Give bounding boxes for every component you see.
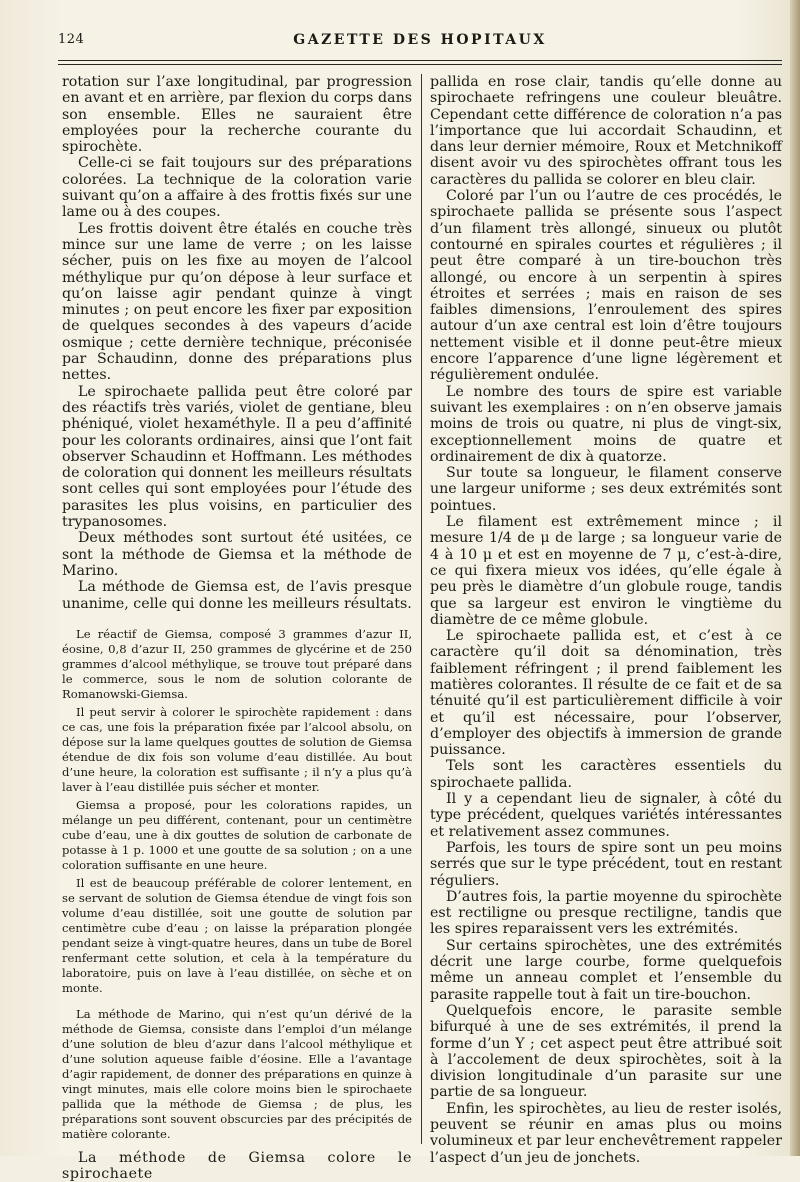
- paragraph: Le nombre des tours de spire est variable suivant les exemplaires : on n’en observe jamais moins de trois ou quatre, ni plus de vingt-six, exceptionnellement moins de quatre et ordinairement de dix à quatorze.: [430, 383, 782, 465]
- journal-title: GAZETTE DES HOPITAUX: [293, 32, 547, 48]
- paragraph: Le spirochaete pallida est, et c’est à ce caractère qu’il doit sa dénomination, très faiblement réfringent ; il prend faiblement les matières colorantes. Il résulte de ce fait et de sa ténuité qu’il est particulièrement difficile à voir et qu’il est nécessaire, pour l’observer, d’employer des objectifs à immersion de grande puissance.: [430, 628, 782, 759]
- paragraph: Les frottis doivent être étalés en couche très mince sur une lame de verre ; on les laisse sécher, puis on les fixe au moyen de l’alcool méthylique pur qu’on dépose à leur surface et qu’on laisse agir pendant quinze à vingt minutes ; on peut encore les fixer par exposition de quelques secondes à des vapeurs d’acide osmique ; cette dernière technique, préconisée par Schaudinn, donne des préparations plus nettes.: [62, 220, 412, 384]
- small-paragraph: Il est de beaucoup préférable de colorer lentement, en se servant de solution de Giemsa étendue de vingt fois son volume d’eau distillée, soit une goutte de solution par centimètre cube d’eau ; on laisse la préparation plongée pendant seize à vingt-quatre heures, dans un tube de Borel renfermant cette solution, et cela à la température du laboratoire, puis on lave à l’eau distillée, on sèche et on monte.: [62, 875, 412, 995]
- right-column: [430, 74, 782, 1166]
- page-number: 124: [58, 32, 85, 47]
- paragraph: Le filament est extrêmement mince ; il mesure 1/4 de μ de large ; sa longueur varie de 4 à 10 μ et est en moyenne de 7 μ, c’est-à-dire, ce qui fixera mieux vos idées, qu’elle égale à peu près le diamètre d’un globule rouge, tandis que sa largeur est environ le vingtième du diamètre de ce même globule.: [430, 514, 782, 628]
- paragraph: Enfin, les spirochètes, au lieu de rester isolés, peuvent se réunir en amas plus ou moins volumineux et par leur enchevêtrement rappeler l’aspect d’un jeu de jonchets.: [430, 1100, 782, 1166]
- paragraph: La méthode de Giemsa colore le spirochaete: [62, 1149, 412, 1182]
- paragraph: Il y a cependant lieu de signaler, à côté du type précédent, quelques variétés intéressantes et relativement assez communes.: [430, 791, 782, 840]
- paragraph: La méthode de Giemsa est, de l’avis presque unanime, celle qui donne les meilleurs résultats.: [62, 579, 412, 612]
- page-edge-shadow: [790, 0, 800, 1156]
- paragraph: Parfois, les tours de spire sont un peu moins serrés que sur le type précédent, tout en restant réguliers.: [430, 839, 782, 889]
- small-paragraph: Il peut servir à colorer le spirochète rapidement : dans ce cas, une fois la préparation fixée par l’alcool absolu, on dépose sur la lame quelques gouttes de solution de Giemsa étendue de dix fois son volume d’eau distillée. Au bout d’une heure, la coloration est suffisante ; il n’y a plus qu’à laver à l’eau distillée puis sécher et monter.: [62, 704, 412, 794]
- paragraph: Quelquefois encore, le parasite semble bifurqué à une de ses extrémités, il prend la forme d’un Y ; cet aspect peut être attribué soit à l’accolement de deux spirochètes, soit à la division longitudinale d’un parasite sur une partie de sa longueur.: [430, 1002, 782, 1101]
- paragraph: Le spirochaete pallida peut être coloré par des réactifs très variés, violet de gentiane, bleu phéniqué, violet hexaméthyle. Il a peu d’affinité pour les colorants ordinaires, ainsi que l’ont fait observer Schaudinn et Hoffmann. Les méthodes de coloration qui donnent les meilleurs résultats sont celles qui sont employées pour l’étude des parasites les plus voisins, en particulier des trypanosomes.: [62, 383, 412, 531]
- paragraph: rotation sur l’axe longitudinal, par progression en avant et en arrière, par flexion du corps dans son ensemble. Elles ne sauraient être employées pour la recherche courante du spirochète.: [62, 74, 412, 156]
- paragraph: Celle-ci se fait toujours sur des préparations colorées. La technique de la coloration varie suivant qu’on a affaire à des frottis fixés sur une lame ou à des coupes.: [62, 155, 412, 221]
- small-paragraph: La méthode de Marino, qui n’est qu’un dérivé de la méthode de Giemsa, consiste dans l’emploi d’un mélange d’une solution de bleu d’azur dans l’alcool méthylique et d’une solution aqueuse faible d’éosine. Elle a l’avantage d’agir rapidement, de donner des préparations en quinze à vingt minutes, mais elle colore moins bien le spirochaete pallida que la méthode de Giemsa ; de plus, les préparations sont souvent obscurcies par des précipités de matière colorante.: [62, 1006, 412, 1141]
- page-header: [58, 32, 782, 54]
- paragraph: Sur certains spirochètes, une des extrémités décrit une large courbe, forme quelquefois même un anneau complet et l’ensemble du parasite rappelle tout à fait un tire-bouchon.: [430, 937, 782, 1003]
- paragraph: pallida en rose clair, tandis qu’elle donne au spirochaete refringens une couleur bleuâtre. Cependant cette différence de coloration n’a pas l’importance que lui accordait Schaudinn, et dans leur dernier mémoire, Roux et Metchnikoff disent avoir vu des spirochètes offrant tous les caractères du pallida se colorer en bleu clair.: [430, 74, 782, 188]
- paragraph: Tels sont les caractères essentiels du spirochaete pallida.: [430, 758, 782, 791]
- header-rule-thin: [58, 64, 782, 65]
- column-divider: [421, 74, 422, 1144]
- small-paragraph: Giemsa a proposé, pour les colorations rapides, un mélange un peu différent, contenant, pour un centimètre cube d’eau, une à dix gouttes de solution de carbonate de potasse à 1 p. 1000 et une goutte de sa solution ; on a une coloration suffisante en une heure.: [62, 797, 412, 872]
- small-paragraph: Le réactif de Giemsa, composé 3 grammes d’azur II, éosine, 0,8 d’azur II, 250 grammes de glycérine et de 250 grammes d’alcool méthylique, se trouve tout préparé dans le commerce, sous le nom de solution colorante de Romanowski-Giemsa.: [62, 626, 412, 701]
- paragraph: Sur toute sa longueur, le filament conserve une largeur uniforme ; ses deux extrémités sont pointues.: [430, 465, 782, 514]
- paragraph: Coloré par l’un ou l’autre de ces procédés, le spirochaete pallida se présente sous l’aspect d’un filament très allongé, sinueux ou plutôt contourné en spirales courtes et régulières ; il peut être comparé à un tire-bouchon très allongé, ou encore à un serpentin à spires étroites et serrées ; mais en raison de ses faibles dimensions, l’enroulement des spires autour d’un axe central est loin d’être toujours nettement visible et il donne peut-être mieux encore l’apparence d’une ligne légèrement et régulièrement ondulée.: [430, 188, 782, 384]
- header-rule: [58, 60, 782, 61]
- left-column: [62, 74, 412, 1182]
- paragraph: Deux méthodes sont surtout été usitées, ce sont la méthode de Giemsa et la méthode de Marino.: [62, 530, 412, 579]
- paragraph: D’autres fois, la partie moyenne du spirochète est rectiligne ou presque rectiligne, tandis que les spires reparaissent vers les extrémités.: [430, 888, 782, 938]
